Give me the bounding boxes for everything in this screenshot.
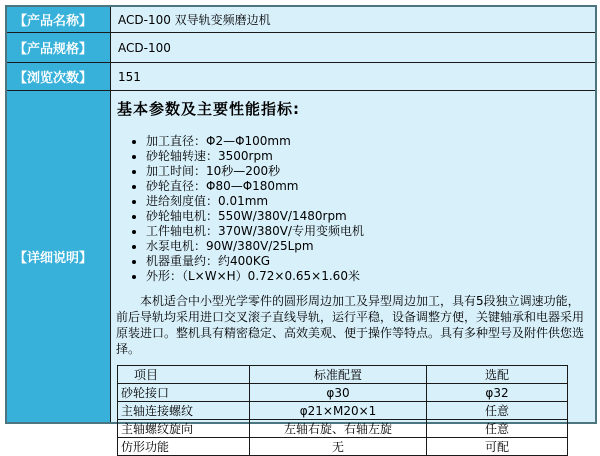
product-name-row [7,7,595,33]
config-row-wheel-interface [118,384,568,402]
spec-item-processing-time: • 加工时间：10秒—200秒 [146,164,587,179]
config-header-optional: 选配 [427,366,568,384]
product-name-label: 【产品名称】 [7,7,111,32]
config-cell-label: 仿形功能 [118,438,250,456]
config-cell-standard: φ21×M20×1 [250,402,427,420]
product-spec-table [5,5,597,454]
spec-item-workpiece-motor: • 工件轴电机：370W/380V/专用变频电机 [146,224,587,239]
config-header-standard: 标准配置 [250,366,427,384]
product-spec-row [7,33,595,63]
spec-item-feed-scale: • 进给刻度值：0.01mm [146,194,587,209]
spec-item-wheel-shaft-speed: • 砂轮轴转速：3500rpm [146,149,587,164]
config-cell-standard: 无 [250,438,427,456]
spec-item-processing-diameter: • 加工直径：Φ2—Φ100mm [146,134,587,149]
product-name-value: ACD-100 双导轨变频磨边机 [111,7,595,32]
config-row-thread-direction [118,420,568,438]
config-row-profiling-function [118,438,568,456]
config-cell-label: 砂轮接口 [118,384,250,402]
config-cell-optional: 任意 [427,402,568,420]
config-cell-optional: φ32 [427,384,568,402]
config-header-row [118,366,568,384]
detail-row [7,91,595,454]
spec-bullet-list [116,134,587,284]
detail-content [111,91,595,454]
config-cell-label: 主轴连接螺纹 [118,402,250,420]
view-count-label: 【浏览次数】 [7,63,111,90]
product-spec-label: 【产品规格】 [7,33,111,62]
config-row-spindle-thread [118,402,568,420]
config-header-item: 项目 [118,366,250,384]
view-count-row [7,63,595,91]
config-cell-label: 主轴螺纹旋向 [118,420,250,438]
spec-item-wheel-motor: • 砂轮轴电机：550W/380V/1480rpm [146,209,587,224]
config-cell-standard: 左轴右旋、右轴左旋 [250,420,427,438]
view-count-value: 151 [111,63,595,90]
spec-item-machine-weight: • 机器重量约：约400KG [146,254,587,269]
spec-item-dimensions: • 外形：（L×W×H）0.72×0.65×1.60米 [146,269,587,284]
config-cell-optional: 任意 [427,420,568,438]
config-cell-optional: 可配 [427,438,568,456]
detail-paragraph: 本机适合中小型光学零件的圆形周边加工及异型周边加工，具有5段独立调速功能，前后导轨均采用进口交叉滚子直线导轨，运行平稳，设备调整方便，关键轴承和电器采用原装进口。整机具有精密稳定、高效美观、便于操作等特点。具有多种型号及附件供您选择。 [116,294,585,356]
config-cell-standard: φ30 [250,384,427,402]
detail-label: 【详细说明】 [7,91,111,422]
config-table [117,365,568,456]
spec-item-wheel-diameter: • 砂轮直径：Φ80—Φ180mm [146,179,587,194]
detail-heading: 基本参数及主要性能指标: [117,100,300,118]
spec-item-pump-motor: • 水泵电机：90W/380V/25Lpm [146,239,587,254]
product-spec-value: ACD-100 [111,33,595,62]
